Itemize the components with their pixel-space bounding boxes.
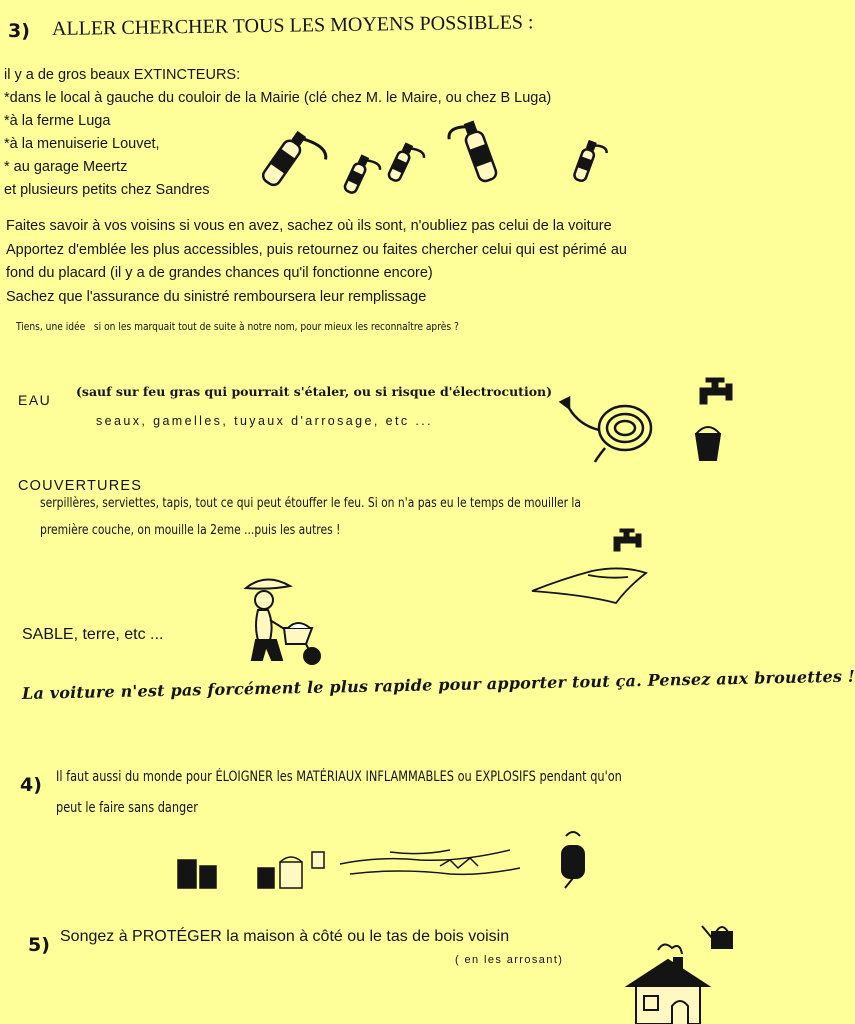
advice-line: fond du placard (il y a de grandes chances qu'il fonctionne encore) xyxy=(6,265,433,281)
list-item: * au garage Meertz xyxy=(4,159,128,175)
list-item: *à la menuiserie Louvet, xyxy=(4,136,160,152)
list-item: *dans le local à gauche du couloir de la Mairie (clé chez M. le Maire, ou chez B Luga) xyxy=(4,90,552,106)
water-title: EAU xyxy=(18,392,52,408)
section-5-number: 5) xyxy=(28,934,50,956)
advice-line: Sachez que l'assurance du sinistré remboursera leur remplissage xyxy=(6,288,427,305)
blanket-icon xyxy=(528,565,648,607)
wheelbarrow-note: La voiture n'est pas forcément le plus rapide pour apporter tout ça. Pensez aux brouettes ! xyxy=(21,666,855,703)
garden-hose-icon xyxy=(555,392,665,464)
section-3-heading: ALLER CHERCHER TOUS LES MOYENS POSSIBLES : xyxy=(51,11,534,40)
list-item: il y a de gros beaux EXTINCTEURS: xyxy=(4,67,241,83)
idea-text: si on les marquait tout de suite à notre nom, pour mieux les reconnaître après ? xyxy=(93,320,459,333)
gas-bottle-icon xyxy=(556,830,590,892)
section-4-number: 4) xyxy=(20,774,42,796)
idea-prefix: Tiens, une idée xyxy=(16,320,86,333)
smoke-lines xyxy=(330,836,540,892)
blankets-line: serpillères, serviettes, tapis, tout ce qui peut étouffer le feu. Si on n'a pas eu le temps de mouiller la xyxy=(40,496,581,511)
list-item: *à la ferme Luga xyxy=(4,113,111,129)
section-5-text: Songez à PROTÉGER la maison à côté ou le tas de bois voisin xyxy=(60,928,510,945)
blankets-text xyxy=(40,490,581,544)
idea-line xyxy=(16,320,459,333)
faucet-icon xyxy=(696,376,736,406)
faucet-icon xyxy=(612,528,646,552)
bucket-icon xyxy=(693,426,723,462)
section-4-line: Il faut aussi du monde pour ÉLOIGNER les MATÉRIAUX INFLAMMABLES ou EXPLOSIFS pendant qu'on xyxy=(56,769,622,785)
section-4-text xyxy=(56,762,622,824)
blankets-title: COUVERTURES xyxy=(18,478,143,494)
wheelbarrow-person-icon xyxy=(244,576,324,668)
blankets-line: première couche, on mouille la 2eme ...puis les autres ! xyxy=(40,523,341,538)
section-4-line: peut le faire sans danger xyxy=(56,800,198,816)
advice-line: Faites savoir à vos voisins si vous en avez, sachez où ils sont, n'oubliez pas celui de la voiture xyxy=(6,218,612,234)
list-item: et plusieurs petits chez Sandres xyxy=(4,182,210,198)
water-items: seaux, gamelles, tuyaux d'arrosage, etc ... xyxy=(96,414,433,428)
section-5-note: ( en les arrosant) xyxy=(455,954,564,966)
sand-text: SABLE, terre, etc ... xyxy=(22,626,164,643)
paint-cans-icon xyxy=(172,844,332,894)
fire-extinguisher-icon xyxy=(268,118,628,208)
advice-paragraph xyxy=(6,215,627,309)
section-3-number: 3) xyxy=(8,20,30,42)
water-note: (sauf sur feu gras qui pourrait s'étaler, ou si risque d'électrocution) xyxy=(76,384,553,399)
house-icon xyxy=(622,940,714,1024)
advice-line: Apportez d'emblée les plus accessibles, puis retournez ou faites chercher celui qui est périmé au xyxy=(6,241,627,258)
